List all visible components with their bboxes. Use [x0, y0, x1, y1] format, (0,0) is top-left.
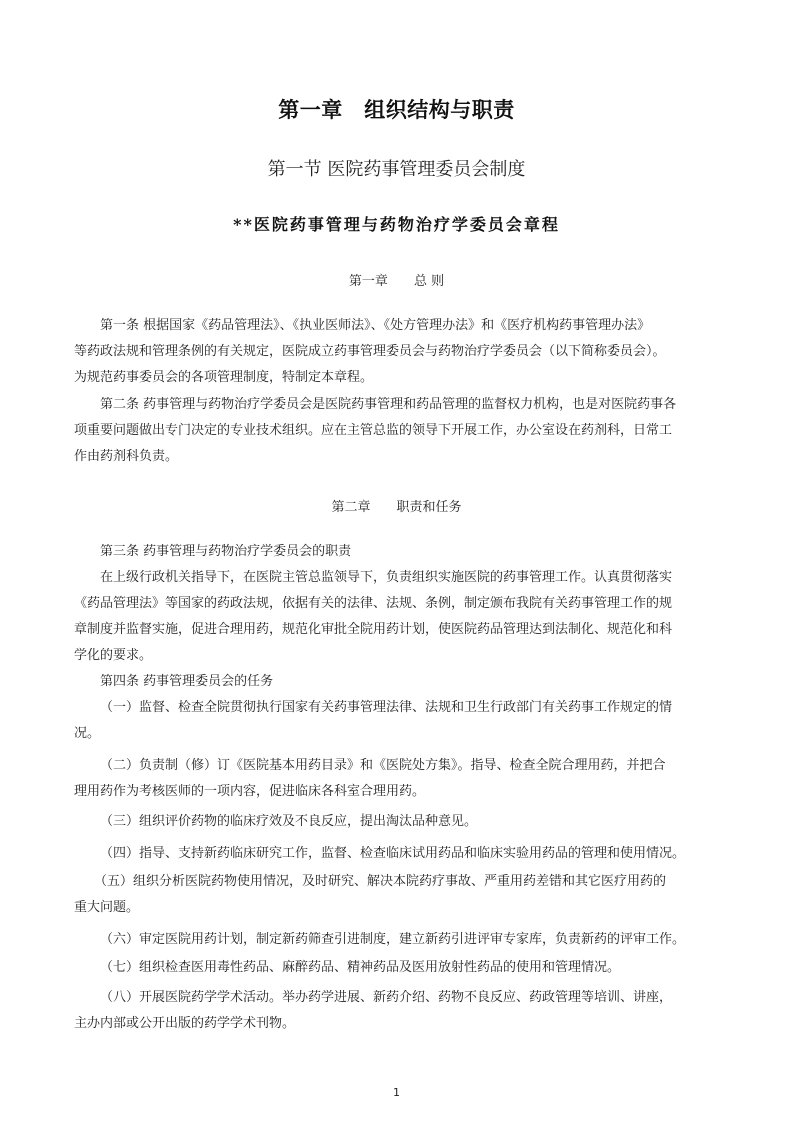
chapter-2-heading [0, 496, 793, 515]
article-2 [74, 392, 734, 470]
article-1 [74, 313, 734, 391]
article-2-line: 项重要问题做出专门决定的专业技术组织。应在主管总监的领导下开展工作，办公室设在药剂科，日常工 [74, 423, 673, 438]
article-3 [74, 539, 734, 695]
task-7-line: （七）组织检查医用毒性药品、麻醉药品、精神药品及医用放射性药品的使用和管理情况。 [100, 960, 621, 975]
task-8-line: （八）开展医院药学学术活动。举办药学进展、新药介绍、药物不良反应、药政管理等培训、讲座， [100, 990, 673, 1005]
task-2-line: （二）负责制（修）订《医院基本用药目录》和《医院处方集》。指导、检查全院合理用药，并把合 [100, 758, 666, 773]
task-4-line: （四）指导、支持新药临床研究工作，监督、检查临床试用药品和临床实验用药品的管理和使用情况。 [100, 846, 686, 861]
article-3-line: 在上级行政机关指导下，在医院主管总监领导下，负责组织实施医院的药事管理工作。认真贯彻落实 [100, 570, 673, 585]
section-title: 第一节 医院药事管理委员会制度 [267, 159, 526, 180]
chapter-1-number: 第一章 [348, 274, 388, 289]
chapter-1-name: 总 则 [413, 274, 445, 289]
article-4-tasks [74, 695, 734, 1037]
task-1-line: （一）监督、检查全院贯彻执行国家有关药事管理法律、法规和卫生行政部门有关药事工作规定的情 [100, 700, 673, 715]
document-title: **医院药事管理与药物治疗学委员会章程 [233, 215, 560, 234]
article-3-title: 第三条 药事管理与药物治疗学委员会的职责 [100, 544, 352, 559]
article-3-line: 学化的要求。 [74, 648, 153, 663]
article-3-line: 章制度并监督实施，促进合理用药，规范化审批全院用药计划，使医院药品管理达到法制化、规范化和科 [74, 622, 673, 637]
page-number: 1 [393, 1086, 400, 1099]
chapter-title: 第一章 组织结构与职责 [278, 98, 515, 122]
chapter-2-name: 职责和任务 [396, 500, 462, 515]
task-3-line: （三）组织评价药物的临床疗效及不良反应，提出淘汰品种意见。 [100, 814, 478, 829]
task-5-line: （五）组织分析医院药物使用情况，及时研究、解决本院药疗事故、严重用药差错和其它医疗用药的 [94, 874, 667, 889]
task-8-line: 主办内部或公开出版的药学学术刊物。 [74, 1016, 296, 1031]
article-4-title: 第四条 药事管理委员会的任务 [100, 674, 274, 689]
article-1-line: 第一条 根据国家《药品管理法》、《执业医师法》、《处方管理办法》和《医疗机构药事管理办法》 [100, 318, 651, 333]
task-1-line: 况。 [74, 726, 101, 741]
article-2-line: 作由药剂科负责。 [74, 449, 179, 464]
chapter-2-number: 第二章 [331, 500, 371, 515]
task-5-line: 重大问题。 [74, 900, 140, 915]
chapter-1-heading [0, 270, 793, 289]
task-6-line: （六）审定医院用药计划，制定新药筛查引进制度，建立新药引进评审专家库，负责新药的评审工作。 [100, 932, 686, 947]
article-1-line: 等药政法规和管理条例的有关规定，医院成立药事管理委员会与药物治疗学委员会（以下简称委员会）。 [74, 344, 666, 359]
article-3-line: 《药品管理法》等国家的药政法规，依据有关的法律、法规、条例，制定颁布我院有关药事管理工作的规 [74, 596, 673, 611]
article-2-line: 第二条 药事管理与药物治疗学委员会是医院药事管理和药品管理的监督权力机构，也是对医院药事各 [100, 397, 677, 412]
article-1-line: 为规范药事委员会的各项管理制度，特制定本章程。 [74, 370, 374, 385]
task-2-line: 理用药作为考核医师的一项内容，促进临床各科室合理用药。 [74, 784, 426, 799]
